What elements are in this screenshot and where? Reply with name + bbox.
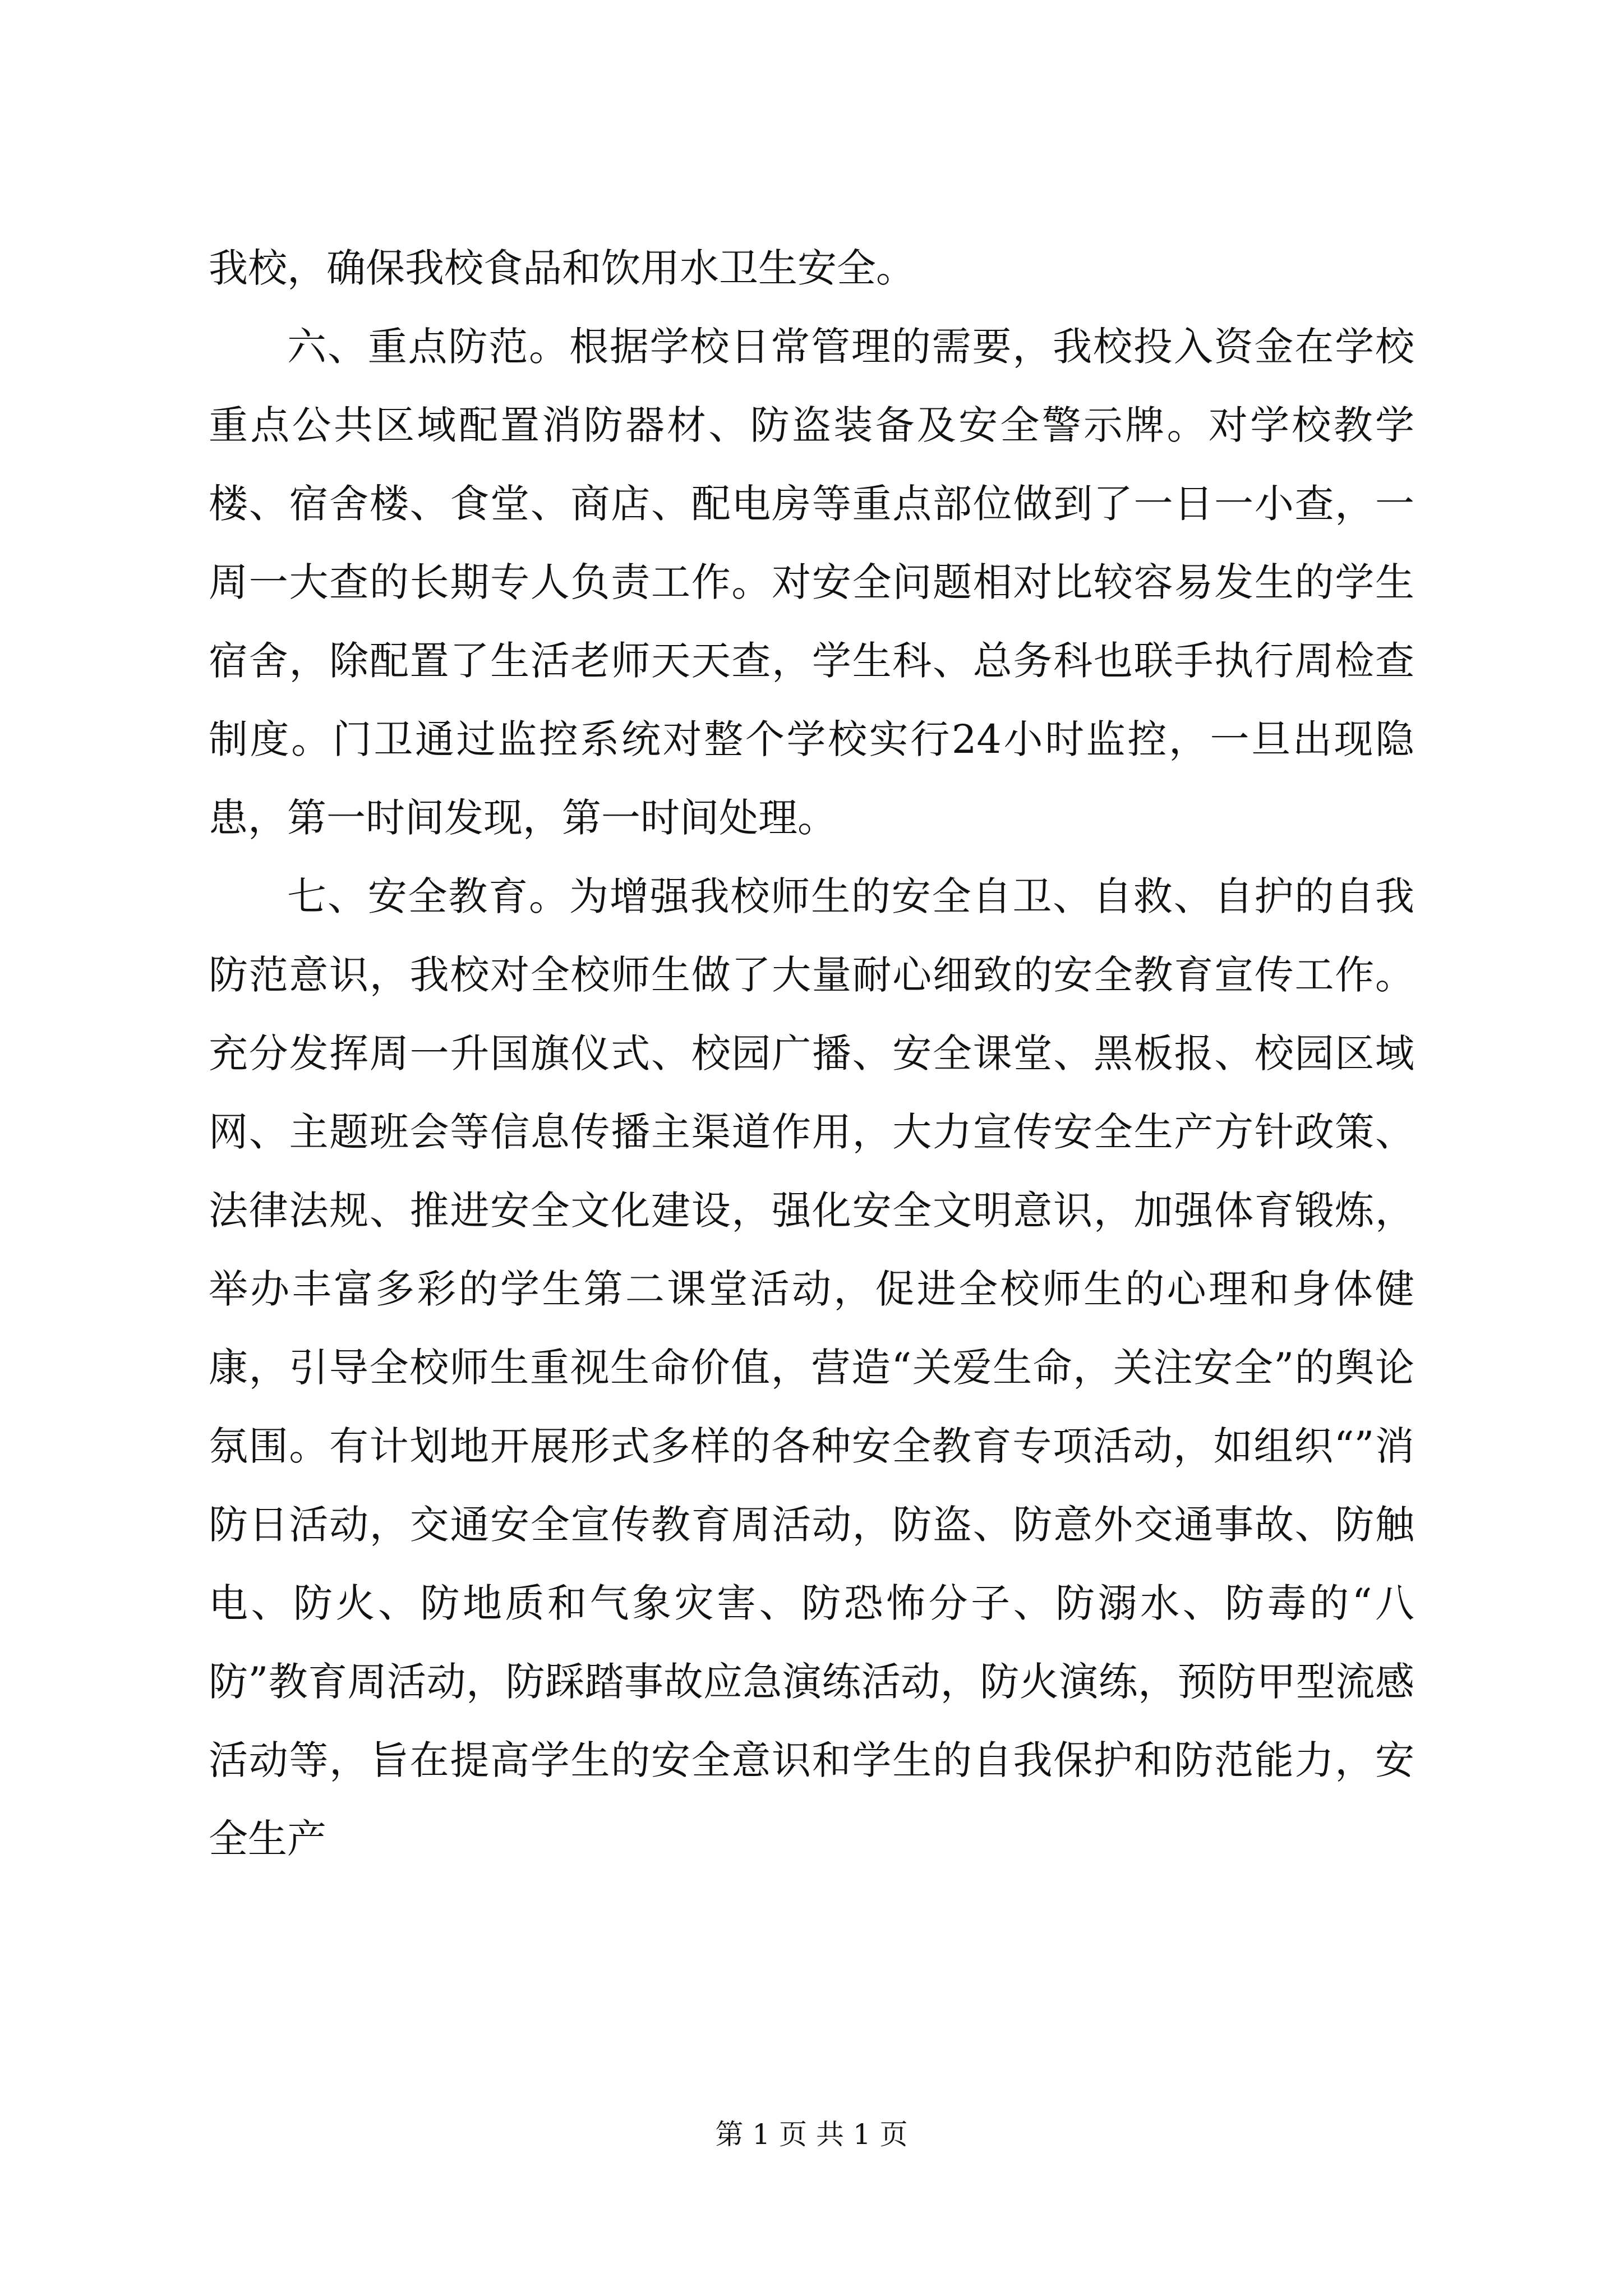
paragraph-safety-education: 七、安全教育。为增强我校师生的安全自卫、自救、自护的自我防范意识，我校对全校师生做了大量耐心细致的安全教育宣传工作。充分发挥周一升国旗仪式、校园广播、安全课堂、黑板报、校园区域网、主题班会等信息传播主渠道作用，大力宣传安全生产方针政策、法律法规、推进安全文化建设，强化安全文明意识，加强体育锻炼，举办丰富多彩的学生第二课堂活动，促进全校师生的心理和身体健康，引导全校师生重视生命价值，营造“关爱生命，关注安全”的舆论氛围。有计划地开展形式多样的各种安全教育专项活动，如组织“”消防日活动，交通安全宣传教育周活动，防盗、防意外交通事故、防触电、防火、防地质和气象灾害、防恐怖分子、防溺水、防毒的“八防”教育周活动，防踩踏事故应急演练活动，防火演练，预防甲型流感活动等，旨在提高学生的安全意识和学生的自我保护和防范能力，安全生产 [209,873,1414,1862]
document-body [209,229,1414,1878]
paragraph-key-prevention: 六、重点防范。根据学校日常管理的需要，我校投入资金在学校重点公共区域配置消防器材、防盗装备及安全警示牌。对学校教学楼、宿舍楼、食堂、商店、配电房等重点部位做到了一日一小查，一周一大查的长期专人负责工作。对安全问题相对比较容易发生的学生宿舍，除配置了生活老师天天查，学生科、总务科也联手执行周检查制度。门卫通过监控系统对整个学校实行24小时监控，一旦出现隐患，第一时间发现，第一时间处理。 [209,324,1414,841]
page-footer: 第 1 页 共 1 页 [715,2118,908,2151]
paragraph-continuation: 我校，确保我校食品和饮用水卫生安全。 [209,245,915,291]
